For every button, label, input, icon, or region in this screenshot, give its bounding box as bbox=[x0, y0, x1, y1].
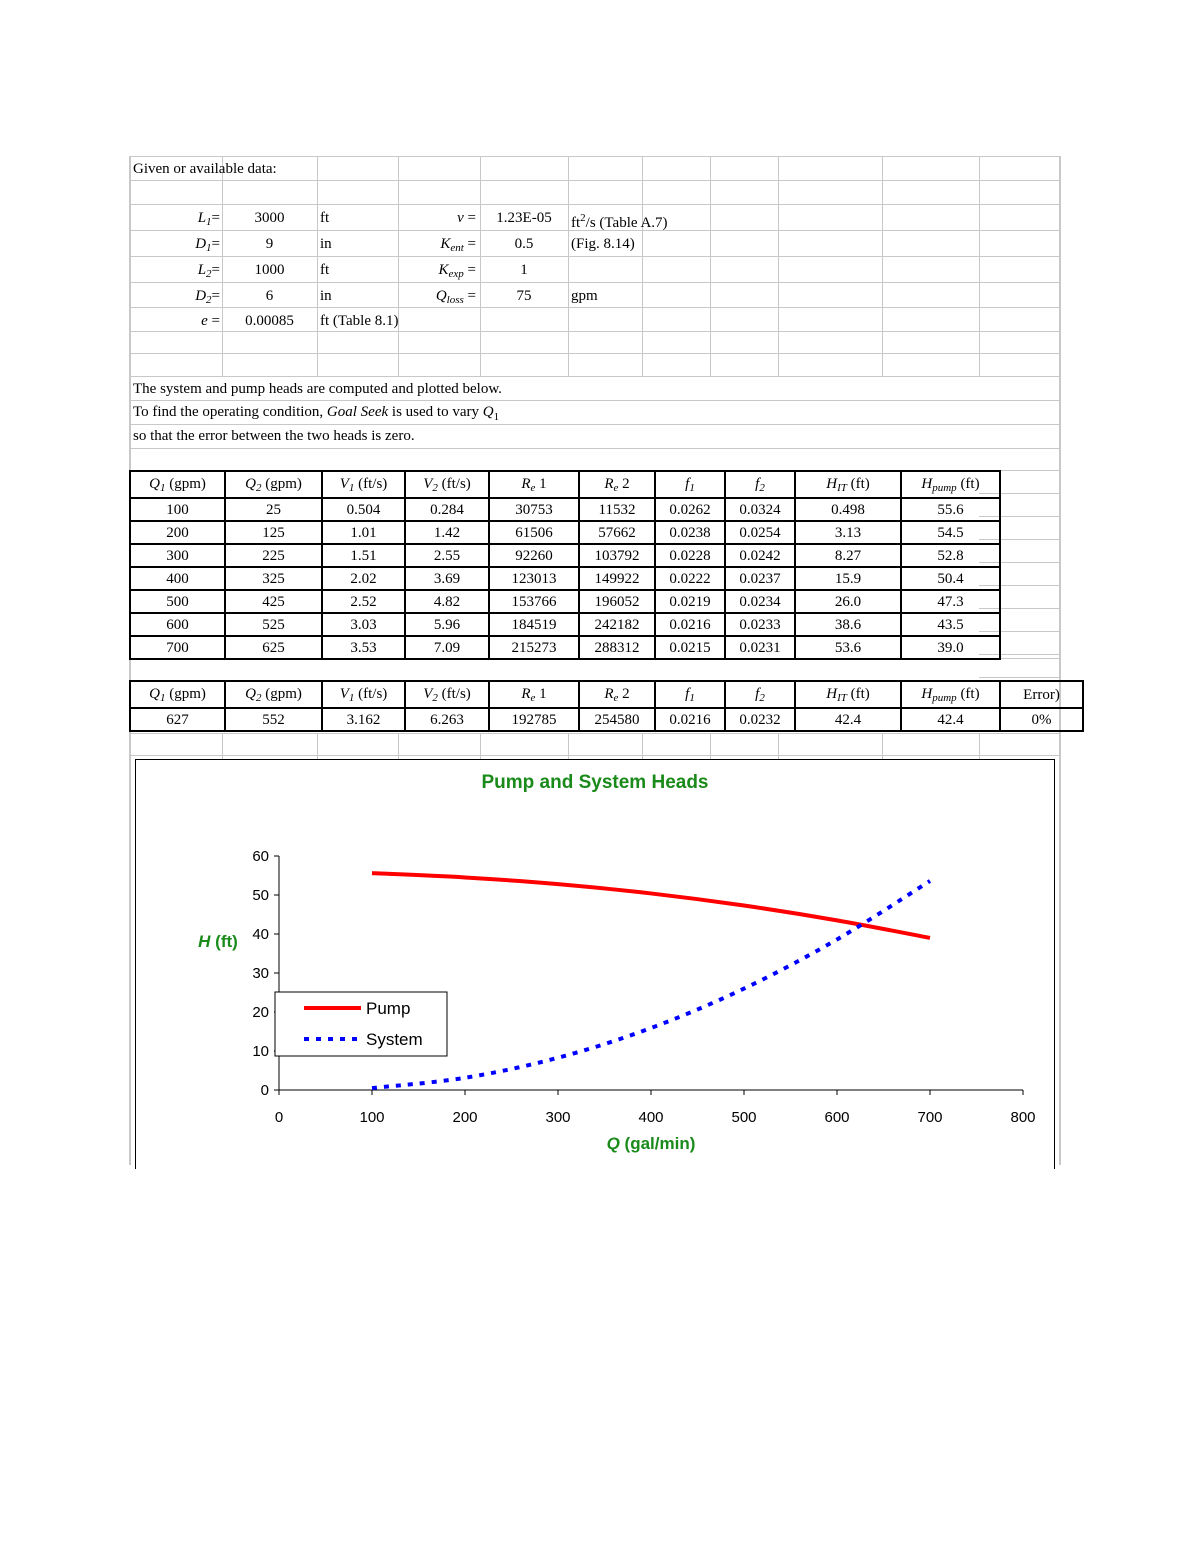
column-header[interactable] bbox=[655, 681, 725, 708]
param-symbol-letter: L bbox=[197, 210, 207, 226]
param-symbol-letter: D bbox=[195, 288, 207, 304]
table-cell[interactable]: 149922 bbox=[579, 567, 655, 590]
table-cell[interactable]: 700 bbox=[130, 636, 225, 659]
y-tick-label: 50 bbox=[252, 887, 269, 904]
table-cell[interactable]: 0.284 bbox=[405, 498, 489, 521]
grid-col-line bbox=[480, 733, 481, 759]
y-tick-label: 40 bbox=[252, 926, 269, 943]
column-header[interactable]: $H_{IT}$ (ft) bbox=[795, 681, 901, 708]
table-cell[interactable]: 0.0222 bbox=[655, 567, 725, 590]
param-unit: ft bbox=[320, 262, 330, 278]
header-symbol: f bbox=[755, 686, 760, 702]
column-header[interactable]: $Q_1$ (gpm) bbox=[130, 681, 225, 708]
table-cell[interactable]: 0.0216 bbox=[655, 708, 725, 731]
header-subscript: e bbox=[613, 482, 619, 494]
header-symbol: R bbox=[604, 686, 614, 702]
table-cell[interactable]: 627 bbox=[130, 708, 225, 731]
column-header[interactable]: $V_2$ (ft/s) bbox=[405, 681, 489, 708]
param-symbol bbox=[398, 285, 480, 308]
header-subscript: 2 bbox=[759, 482, 765, 494]
note-line-2-part-a: To find the operating condition, bbox=[133, 404, 327, 420]
header-subscript: IT bbox=[837, 482, 847, 494]
param-symbol-letter: D bbox=[195, 236, 207, 252]
table-row bbox=[130, 567, 1000, 590]
param-symbol bbox=[398, 233, 480, 256]
table-cell[interactable]: 192785 bbox=[489, 708, 579, 731]
param-symbol-subscript: ent bbox=[450, 242, 464, 254]
param-equals: = bbox=[211, 288, 220, 304]
y-tick-label: 20 bbox=[252, 1004, 269, 1021]
grid-col-line bbox=[642, 733, 643, 759]
table-cell[interactable]: 61506 bbox=[489, 521, 579, 544]
param-symbol bbox=[398, 207, 480, 229]
param-unit: (Fig. 8.14) bbox=[571, 236, 635, 252]
header-subscript: 1 bbox=[348, 692, 355, 704]
table-cell[interactable]: 0% bbox=[1000, 708, 1083, 731]
header-subscript: IT bbox=[837, 692, 847, 704]
header-subscript: 2 bbox=[432, 692, 438, 704]
grid-col-line bbox=[1060, 733, 1061, 759]
table-cell[interactable]: 425 bbox=[225, 590, 322, 613]
grid-row-line bbox=[979, 677, 1060, 678]
header-subscript: 1 bbox=[159, 482, 166, 494]
table-cell[interactable]: 0.0254 bbox=[725, 521, 795, 544]
param-value[interactable]: 0.5 bbox=[514, 236, 534, 252]
header-symbol: f bbox=[685, 476, 690, 492]
table-cell[interactable]: 30753 bbox=[489, 498, 579, 521]
table-cell[interactable]: 325 bbox=[225, 567, 322, 590]
table-cell[interactable]: 3.03 bbox=[322, 613, 405, 636]
column-header[interactable]: $V_1$ (ft/s) bbox=[322, 681, 405, 708]
table-cell[interactable]: 3.162 bbox=[322, 708, 405, 731]
table-cell[interactable]: 100 bbox=[130, 498, 225, 521]
param-symbol-subscript: 2 bbox=[206, 268, 212, 280]
header-symbol: R bbox=[521, 476, 531, 492]
param-symbol bbox=[130, 285, 224, 308]
column-header[interactable] bbox=[725, 681, 795, 708]
header-symbol: Q bbox=[245, 686, 256, 702]
param-symbol-letter: K bbox=[438, 262, 449, 278]
header-subscript: pump bbox=[932, 482, 957, 494]
table-cell[interactable]: 196052 bbox=[579, 590, 655, 613]
table-cell[interactable]: 92260 bbox=[489, 544, 579, 567]
param-symbol-letter: K bbox=[440, 236, 451, 252]
y-tick-label: 10 bbox=[252, 1043, 269, 1060]
header-subscript: pump bbox=[932, 692, 957, 704]
column-header[interactable]: $R_e$ 1 bbox=[489, 681, 579, 708]
header-symbol: H bbox=[921, 476, 933, 492]
table-cell[interactable]: 57662 bbox=[579, 521, 655, 544]
header-symbol: R bbox=[521, 686, 531, 702]
table-cell[interactable]: 552 bbox=[225, 708, 322, 731]
table-cell[interactable]: 0.498 bbox=[795, 498, 901, 521]
unit-superscript: 2 bbox=[580, 212, 586, 224]
column-header[interactable]: $V_1$ (ft/s) bbox=[322, 471, 405, 498]
table-cell[interactable]: 254580 bbox=[579, 708, 655, 731]
table-cell[interactable]: 1.51 bbox=[322, 544, 405, 567]
table-cell[interactable]: 50.4 bbox=[901, 567, 1000, 590]
header-subscript: e bbox=[613, 692, 619, 704]
param-symbol-subscript: 1 bbox=[206, 242, 212, 254]
heads-table bbox=[129, 470, 1001, 660]
grid-row-line bbox=[129, 448, 1060, 449]
table-cell[interactable]: 38.6 bbox=[795, 613, 901, 636]
table-cell[interactable]: 3.53 bbox=[322, 636, 405, 659]
column-header[interactable]: $Q_1$ (gpm) bbox=[130, 471, 225, 498]
table-cell[interactable]: 242182 bbox=[579, 613, 655, 636]
table-cell[interactable]: 1.42 bbox=[405, 521, 489, 544]
column-header[interactable]: $Q_2$ (gpm) bbox=[225, 681, 322, 708]
table-cell[interactable]: 0.0324 bbox=[725, 498, 795, 521]
y-axis-label: H (ft) bbox=[198, 931, 238, 951]
grid-row-line bbox=[129, 256, 1060, 257]
table-cell[interactable]: 42.4 bbox=[901, 708, 1000, 731]
column-header[interactable] bbox=[725, 471, 795, 498]
header-symbol: Q bbox=[149, 476, 160, 492]
table-cell[interactable]: 25 bbox=[225, 498, 322, 521]
param-symbol-subscript: 2 bbox=[206, 294, 212, 306]
grid-col-line bbox=[979, 156, 980, 376]
grid-col-line bbox=[222, 733, 223, 759]
table-cell[interactable]: 3.69 bbox=[405, 567, 489, 590]
x-tick-label: 300 bbox=[545, 1109, 571, 1126]
table-cell[interactable]: 2.55 bbox=[405, 544, 489, 567]
header-symbol: Q bbox=[149, 686, 160, 702]
grid-col-line bbox=[1060, 156, 1061, 376]
table-cell[interactable]: 0.504 bbox=[322, 498, 405, 521]
grid-row-line bbox=[129, 204, 1060, 205]
table-cell[interactable]: 42.4 bbox=[795, 708, 901, 731]
table-cell[interactable]: 8.27 bbox=[795, 544, 901, 567]
x-tick-label: 800 bbox=[1010, 1109, 1036, 1126]
param-symbol bbox=[130, 259, 224, 282]
grid-col-line bbox=[568, 156, 569, 376]
column-header[interactable]: $Q_2$ (gpm) bbox=[225, 471, 322, 498]
table-row bbox=[130, 590, 1000, 613]
header-symbol: V bbox=[423, 686, 433, 702]
param-unit: ft (Table 8.1) bbox=[320, 313, 399, 329]
header-symbol: V bbox=[339, 476, 349, 492]
series-line-system bbox=[372, 881, 930, 1088]
param-symbol-subscript: exp bbox=[448, 268, 464, 280]
x-tick-label: 700 bbox=[917, 1109, 943, 1126]
param-value[interactable]: 1000 bbox=[254, 262, 285, 278]
param-unit: $ft^2/s$ (Table A.7) bbox=[571, 212, 668, 231]
y-axis-label-symbol: H bbox=[198, 931, 211, 951]
param-symbol bbox=[398, 259, 480, 282]
param-equals: = bbox=[463, 210, 476, 226]
x-tick-label: 200 bbox=[452, 1109, 478, 1126]
column-header[interactable]: $R_e$ 1 bbox=[489, 471, 579, 498]
header-symbol: Q bbox=[245, 476, 256, 492]
grid-col-line bbox=[642, 156, 643, 376]
table-cell[interactable]: 125 bbox=[225, 521, 322, 544]
grid-col-line bbox=[882, 156, 883, 376]
table-cell[interactable]: 153766 bbox=[489, 590, 579, 613]
table-cell[interactable]: 53.6 bbox=[795, 636, 901, 659]
chart-title: Pump and System Heads bbox=[481, 772, 709, 793]
grid-row-line bbox=[129, 755, 1060, 756]
param-symbol-letter: ν bbox=[457, 210, 464, 226]
table-cell[interactable]: 0.0234 bbox=[725, 590, 795, 613]
table-cell[interactable]: 0.0233 bbox=[725, 613, 795, 636]
legend-label-pump: Pump bbox=[366, 999, 411, 1018]
q-subscript: 1 bbox=[493, 411, 500, 423]
table-cell[interactable]: 5.96 bbox=[405, 613, 489, 636]
y-tick-label: 0 bbox=[260, 1082, 269, 1099]
header-subscript: e bbox=[530, 692, 536, 704]
x-tick-label: 400 bbox=[638, 1109, 664, 1126]
header-subscript: 1 bbox=[689, 482, 695, 494]
param-equals: = bbox=[463, 262, 476, 278]
param-equals: = bbox=[463, 288, 476, 304]
grid-col-line bbox=[317, 733, 318, 759]
column-header[interactable]: $H_{pump}$ (ft) bbox=[901, 471, 1000, 498]
grid-col-line bbox=[778, 733, 779, 759]
header-subscript: 2 bbox=[255, 482, 262, 494]
param-unit: in bbox=[320, 288, 332, 304]
grid-row-line bbox=[129, 376, 1060, 377]
header-subscript: 2 bbox=[432, 482, 438, 494]
table-cell[interactable]: 225 bbox=[225, 544, 322, 567]
table-cell[interactable]: 288312 bbox=[579, 636, 655, 659]
column-header[interactable] bbox=[655, 471, 725, 498]
table-cell[interactable]: 54.5 bbox=[901, 521, 1000, 544]
table-cell[interactable]: 6.263 bbox=[405, 708, 489, 731]
y-tick-label: 60 bbox=[252, 848, 269, 865]
header-symbol: V bbox=[423, 476, 433, 492]
table-cell[interactable]: 2.02 bbox=[322, 567, 405, 590]
param-equals: = bbox=[463, 236, 476, 252]
table-row bbox=[130, 708, 1083, 731]
param-value[interactable]: 1 bbox=[520, 262, 528, 278]
param-symbol bbox=[130, 233, 224, 256]
table-cell[interactable]: 0.0242 bbox=[725, 544, 795, 567]
table-cell[interactable]: 0.0231 bbox=[725, 636, 795, 659]
param-unit: gpm bbox=[571, 288, 598, 304]
table-cell[interactable]: 525 bbox=[225, 613, 322, 636]
column-header[interactable]: $R_e$ 2 bbox=[579, 681, 655, 708]
header-subscript: 1 bbox=[348, 482, 355, 494]
table-cell[interactable]: 103792 bbox=[579, 544, 655, 567]
x-tick-label: 0 bbox=[274, 1109, 284, 1126]
grid-col-line bbox=[778, 156, 779, 376]
column-header[interactable]: $R_e$ 2 bbox=[579, 471, 655, 498]
table-row bbox=[130, 498, 1000, 521]
table-cell[interactable]: 0.0228 bbox=[655, 544, 725, 567]
series-line-pump bbox=[372, 873, 930, 938]
table-cell[interactable]: 0.0238 bbox=[655, 521, 725, 544]
header-subscript: 2 bbox=[255, 692, 262, 704]
x-tick-label: 500 bbox=[731, 1109, 757, 1126]
chart-svg bbox=[136, 760, 1054, 1170]
table-cell[interactable]: 47.3 bbox=[901, 590, 1000, 613]
param-equals: = bbox=[211, 210, 220, 226]
param-symbol-subscript: 1 bbox=[206, 216, 212, 228]
param-symbol bbox=[130, 207, 224, 230]
grid-col-line bbox=[710, 733, 711, 759]
param-symbol-letter: L bbox=[197, 262, 207, 278]
x-axis-label-symbol: Q bbox=[606, 1134, 620, 1153]
table-cell[interactable]: 1.01 bbox=[322, 521, 405, 544]
table-cell[interactable]: 500 bbox=[130, 590, 225, 613]
grid-col-line bbox=[129, 733, 130, 759]
param-value[interactable]: 9 bbox=[265, 236, 274, 252]
table-cell[interactable]: 26.0 bbox=[795, 590, 901, 613]
table-cell[interactable]: 43.5 bbox=[901, 613, 1000, 636]
note-line-1: The system and pump heads are computed and plotted below. bbox=[133, 381, 502, 397]
table-cell[interactable]: 0.0232 bbox=[725, 708, 795, 731]
grid-row-line bbox=[129, 733, 1060, 734]
table-cell[interactable]: 600 bbox=[130, 613, 225, 636]
x-axis-label: Q (gal/min) bbox=[606, 1134, 696, 1153]
param-value[interactable]: 75 bbox=[516, 288, 532, 304]
table-cell[interactable]: 215273 bbox=[489, 636, 579, 659]
table-cell[interactable]: 0.0216 bbox=[655, 613, 725, 636]
grid-col-line bbox=[710, 156, 711, 376]
header-subscript: 1 bbox=[689, 692, 695, 704]
table-header-row bbox=[130, 681, 1083, 708]
header-symbol: H bbox=[921, 686, 933, 702]
header-subscript: e bbox=[530, 482, 536, 494]
y-tick-label: 30 bbox=[252, 965, 269, 982]
table-cell[interactable]: 7.09 bbox=[405, 636, 489, 659]
param-symbol bbox=[130, 310, 224, 332]
table-cell[interactable]: 184519 bbox=[489, 613, 579, 636]
table-cell[interactable]: 39.0 bbox=[901, 636, 1000, 659]
given-heading: Given or available data: bbox=[133, 161, 277, 177]
grid-row-line bbox=[129, 353, 1060, 354]
table-row bbox=[130, 613, 1000, 636]
table-cell[interactable]: 300 bbox=[130, 544, 225, 567]
header-subscript: 1 bbox=[159, 692, 166, 704]
table-row bbox=[130, 636, 1000, 659]
note-line-2 bbox=[130, 401, 499, 428]
grid-row-line bbox=[129, 156, 1060, 157]
table-cell[interactable]: 0.0219 bbox=[655, 590, 725, 613]
table-header-row bbox=[130, 471, 1000, 498]
param-equals: = bbox=[211, 236, 220, 252]
grid-col-line bbox=[568, 733, 569, 759]
grid-col-line bbox=[979, 733, 980, 759]
header-symbol: H bbox=[826, 476, 838, 492]
table-cell[interactable]: 15.9 bbox=[795, 567, 901, 590]
goal-seek-text: Goal Seek bbox=[326, 404, 389, 420]
param-symbol-subscript: loss bbox=[446, 294, 464, 306]
table-row bbox=[130, 521, 1000, 544]
header-symbol: f bbox=[685, 686, 690, 702]
param-symbol-letter: Q bbox=[435, 288, 447, 304]
header-symbol: f bbox=[755, 476, 760, 492]
table-cell[interactable]: 0.0215 bbox=[655, 636, 725, 659]
header-symbol: H bbox=[826, 686, 838, 702]
column-header[interactable]: Error) bbox=[1000, 681, 1083, 708]
param-unit: in bbox=[320, 236, 332, 252]
legend-label-system: System bbox=[366, 1030, 423, 1049]
table-cell[interactable]: 55.6 bbox=[901, 498, 1000, 521]
operating-point-table bbox=[129, 680, 1084, 732]
note-line-2-part-c: is used to vary bbox=[388, 404, 483, 420]
table-cell[interactable]: 0.0237 bbox=[725, 567, 795, 590]
table-cell[interactable]: 4.82 bbox=[405, 590, 489, 613]
grid-row-line bbox=[129, 180, 1060, 181]
table-cell[interactable]: 123013 bbox=[489, 567, 579, 590]
table-cell[interactable]: 2.52 bbox=[322, 590, 405, 613]
chart-area[interactable] bbox=[135, 759, 1055, 1169]
table-cell[interactable]: 11532 bbox=[579, 498, 655, 521]
table-cell[interactable]: 400 bbox=[130, 567, 225, 590]
param-value[interactable]: 1.23E-05 bbox=[496, 210, 552, 226]
table-cell[interactable]: 200 bbox=[130, 521, 225, 544]
note-line-3: so that the error between the two heads is zero. bbox=[133, 428, 415, 444]
grid-row-line bbox=[129, 307, 1060, 308]
grid-col-line bbox=[398, 733, 399, 759]
header-subscript: 2 bbox=[759, 692, 765, 704]
grid-row-line bbox=[129, 282, 1060, 283]
param-value[interactable]: 6 bbox=[265, 288, 274, 304]
param-symbol-letter: e bbox=[201, 313, 208, 329]
header-symbol: R bbox=[604, 476, 614, 492]
column-header[interactable]: $H_{pump}$ (ft) bbox=[901, 681, 1000, 708]
grid-col-line bbox=[882, 733, 883, 759]
header-symbol: V bbox=[339, 686, 349, 702]
table-cell[interactable]: 3.13 bbox=[795, 521, 901, 544]
x-tick-label: 600 bbox=[824, 1109, 850, 1126]
q-symbol: Q bbox=[482, 404, 494, 420]
table-cell[interactable]: 625 bbox=[225, 636, 322, 659]
column-header[interactable]: $H_{IT}$ (ft) bbox=[795, 471, 901, 498]
param-value[interactable]: 0.00085 bbox=[245, 313, 294, 329]
table-row bbox=[130, 544, 1000, 567]
param-equals: = bbox=[211, 262, 220, 278]
table-cell[interactable]: 52.8 bbox=[901, 544, 1000, 567]
param-unit: ft bbox=[320, 210, 330, 226]
param-equals: = bbox=[207, 313, 220, 329]
column-header[interactable]: $V_2$ (ft/s) bbox=[405, 471, 489, 498]
x-tick-label: 100 bbox=[359, 1109, 385, 1126]
param-value[interactable]: 3000 bbox=[254, 210, 285, 226]
table-cell[interactable]: 0.0262 bbox=[655, 498, 725, 521]
